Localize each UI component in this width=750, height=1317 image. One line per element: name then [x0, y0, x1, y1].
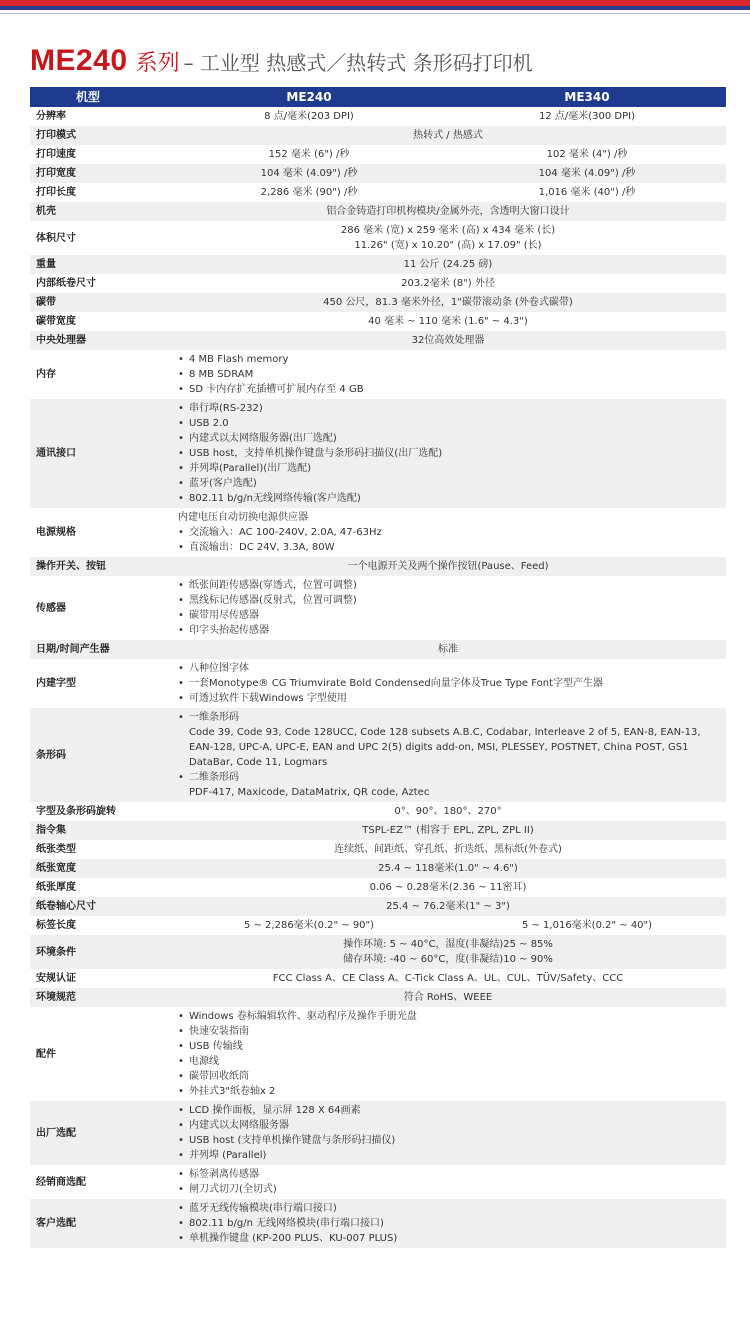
top-blue-stripe: [0, 6, 750, 10]
row-label: 碳带: [30, 293, 170, 312]
value-shared: 0.06 ~ 0.28毫米(2.36 ~ 11密耳): [170, 878, 726, 897]
row-factory-options: [30, 1101, 726, 1165]
value-me340: 1,016 毫米 (40") /秒: [448, 183, 726, 202]
barcode-2d-list: PDF-417, Maxicode, DataMatrix, QR code, Aztec: [189, 787, 430, 798]
header-model-label: 机型: [30, 87, 170, 107]
row-label: 打印速度: [30, 145, 170, 164]
value-me240: 8 点/毫米(203 DPI): [170, 107, 448, 126]
value-shared: [170, 221, 726, 255]
list-item: • 802.11 b/g/n 无线网络模块(串行端口接口): [178, 1216, 722, 1231]
value-shared: [170, 935, 726, 969]
row-label: 纸张厚度: [30, 878, 170, 897]
row-dimensions: [30, 221, 726, 255]
value-shared: [170, 399, 726, 508]
page-title: [30, 44, 533, 84]
list-item: • 印字头抬起传感器: [178, 623, 722, 638]
list-item: • USB 传输线: [178, 1039, 722, 1054]
value-shared: 符合 RoHS、WEEE: [170, 988, 726, 1007]
value-me340: 12 点/毫米(300 DPI): [448, 107, 726, 126]
row-label: 纸张类型: [30, 840, 170, 859]
row-media-type: [30, 840, 726, 859]
row-cpu: [30, 331, 726, 350]
row-commands: [30, 821, 726, 840]
value-shared: 11 公斤 (24.25 磅): [170, 255, 726, 274]
row-ribbon-width: [30, 312, 726, 331]
row-resolution: [30, 107, 726, 126]
list-item: • 纸张间距传感器(穿透式，位置可调整): [178, 578, 722, 593]
title-model: ME240: [30, 44, 128, 77]
row-label: 分辨率: [30, 107, 170, 126]
row-label: 经销商选配: [30, 1165, 170, 1199]
list-item: • SD 卡内存扩充插槽可扩展内存至 4 GB: [178, 382, 722, 397]
value-shared: 32位高效处理器: [170, 331, 726, 350]
list-item: • 4 MB Flash memory: [178, 352, 722, 367]
list-item: • 并列埠(Parallel)(出厂选配): [178, 461, 722, 476]
environment-storage: 储存环境: -40 ~ 60°C，度(非凝结)10 ~ 90%: [343, 954, 553, 965]
value-shared: [170, 508, 726, 557]
row-label: 打印长度: [30, 183, 170, 202]
environment-operating: 操作环境: 5 ~ 40°C，湿度(非凝结)25 ~ 85%: [343, 939, 553, 950]
row-label: 环境条件: [30, 935, 170, 969]
value-shared: 0°、90°、180°、270°: [170, 802, 726, 821]
value-shared: 标准: [170, 640, 726, 659]
value-shared: 热转式 / 热感式: [170, 126, 726, 145]
value-shared: 铝合金铸造打印机构模块/金属外壳，含透明大窗口设计: [170, 202, 726, 221]
dimensions-metric: 286 毫米 (宽) x 259 毫米 (高) x 434 毫米 (长): [340, 225, 556, 236]
row-print-width: [30, 164, 726, 183]
value-shared: 一个电源开关及两个操作按钮(Pause、Feed): [170, 557, 726, 576]
row-label: 环境规范: [30, 988, 170, 1007]
value-shared: 450 公尺，81.3 毫米外径，1"碳带滚动条 (外卷式碳带): [170, 293, 726, 312]
row-label: 碳带宽度: [30, 312, 170, 331]
row-label: 标签长度: [30, 916, 170, 935]
row-env-regulation: [30, 988, 726, 1007]
list-item: • 蓝牙无线传输模块(串行端口接口): [178, 1201, 722, 1216]
value-shared: [170, 1165, 726, 1199]
value-shared: [170, 659, 726, 708]
row-label: 内部纸卷尺寸: [30, 274, 170, 293]
row-label: 中央处理器: [30, 331, 170, 350]
title-series: 系列: [135, 51, 180, 76]
row-label-length: [30, 916, 726, 935]
row-print-mode: [30, 126, 726, 145]
row-label: 出厂选配: [30, 1101, 170, 1165]
row-label: 字型及条形码旋转: [30, 802, 170, 821]
list-item: • USB 2.0: [178, 416, 722, 431]
list-item: • LCD 操作面板，显示屏 128 X 64画素: [178, 1103, 722, 1118]
value-me340: 104 毫米 (4.09") /秒: [448, 164, 726, 183]
list-item: • 内建式以太网络服务器(出厂选配): [178, 431, 722, 446]
row-media-width: [30, 859, 726, 878]
row-accessories: [30, 1007, 726, 1101]
row-label: 客户选配: [30, 1199, 170, 1248]
row-label: 机壳: [30, 202, 170, 221]
list-item: • 快速安装指南: [178, 1024, 722, 1039]
value-shared: [170, 350, 726, 399]
value-shared: [170, 1101, 726, 1165]
list-item: • 蓝牙(客户选配): [178, 476, 722, 491]
list-item: • 碳带回收纸筒: [178, 1069, 722, 1084]
row-rotation: [30, 802, 726, 821]
row-label: 重量: [30, 255, 170, 274]
power-intro: 内建电压自动切换电源供应器: [178, 512, 308, 523]
list-item: • Windows 卷标编辑软件、驱动程序及操作手册光盘: [178, 1009, 722, 1024]
row-memory: [30, 350, 726, 399]
header-me240: ME240: [170, 87, 448, 107]
row-dealer-options: [30, 1165, 726, 1199]
value-shared: [170, 1199, 726, 1248]
row-label: 通讯接口: [30, 399, 170, 508]
row-barcodes: [30, 708, 726, 802]
list-item: • 闸刀式切刀(全切式): [178, 1182, 722, 1197]
list-item: • 八种位图字体: [178, 661, 722, 676]
list-item: • 黑线标记传感器(反射式，位置可调整): [178, 593, 722, 608]
list-item: • 直流输出：DC 24V, 3.3A, 80W: [178, 540, 722, 555]
row-interface: [30, 399, 726, 508]
list-item: • 一套Monotype® CG Triumvirate Bold Condensed向量字体及True Type Font字型产生器: [178, 676, 722, 691]
value-shared: TSPL-EZ™ (相容于 EPL, ZPL, ZPL II): [170, 821, 726, 840]
top-thin-stripe: [0, 13, 750, 14]
row-weight: [30, 255, 726, 274]
row-customer-options: [30, 1199, 726, 1248]
row-certifications: [30, 969, 726, 988]
value-me340: 102 毫米 (4") /秒: [448, 145, 726, 164]
list-item: • 外挂式3"纸卷轴x 2: [178, 1084, 722, 1099]
row-ribbon: [30, 293, 726, 312]
table-header-row: [30, 87, 726, 107]
row-label: 电源规格: [30, 508, 170, 557]
value-me240: 152 毫米 (6") /秒: [170, 145, 448, 164]
row-media-thickness: [30, 878, 726, 897]
value-shared: [170, 1007, 726, 1101]
title-description: – 工业型 热感式／热转式 条形码打印机: [183, 51, 533, 75]
value-shared: 203.2毫米 (8") 外径: [170, 274, 726, 293]
row-label: 纸卷轴心尺寸: [30, 897, 170, 916]
list-item: • 单机操作键盘 (KP-200 PLUS、KU-007 PLUS): [178, 1231, 722, 1246]
row-environment: [30, 935, 726, 969]
value-me340: 5 ~ 1,016毫米(0.2" ~ 40"): [448, 916, 726, 935]
row-roll-size: [30, 274, 726, 293]
row-label: 日期/时间产生器: [30, 640, 170, 659]
list-item: • 串行埠(RS-232): [178, 401, 722, 416]
barcode-1d-list: Code 39, Code 93, Code 128UCC, Code 128 subsets A.B.C, Codabar, Interleave 2 of 5, EAN-8, EAN-13, EAN-128, UPC-A, UPC-E, EAN and UPC 2(5) digits add-on, MSI, PLESSEY, POSTNET, China POST, GS1 DataBar, Code 11, Logmars: [189, 727, 701, 768]
list-item: • 电源线: [178, 1054, 722, 1069]
list-item: • 内建式以太网络服务器: [178, 1118, 722, 1133]
value-shared: 25.4 ~ 118毫米(1.0" ~ 4.6"): [170, 859, 726, 878]
row-label: 安规认证: [30, 969, 170, 988]
row-fonts: [30, 659, 726, 708]
value-me240: 5 ~ 2,286毫米(0.2" ~ 90"): [170, 916, 448, 935]
row-label: 体积尺寸: [30, 221, 170, 255]
list-item: • 8 MB SDRAM: [178, 367, 722, 382]
list-item: • 碳带用尽传感器: [178, 608, 722, 623]
value-shared: [170, 708, 726, 802]
row-power: [30, 508, 726, 557]
row-core-size: [30, 897, 726, 916]
row-sensors: [30, 576, 726, 640]
row-label: 打印宽度: [30, 164, 170, 183]
list-item: • 二维条形码: [178, 770, 722, 785]
row-label: 打印模式: [30, 126, 170, 145]
value-shared: 连续纸、间距纸、穿孔纸、折迭纸、黑标纸(外卷式): [170, 840, 726, 859]
value-shared: 40 毫米 ~ 110 毫米 (1.6" ~ 4.3"): [170, 312, 726, 331]
list-item: • 标签剥离传感器: [178, 1167, 722, 1182]
row-buttons: [30, 557, 726, 576]
value-shared: [170, 576, 726, 640]
row-label: 操作开关、按钮: [30, 557, 170, 576]
row-label: 内建字型: [30, 659, 170, 708]
spec-table: [30, 87, 726, 1248]
row-print-speed: [30, 145, 726, 164]
row-print-length: [30, 183, 726, 202]
row-label: 配件: [30, 1007, 170, 1101]
row-case: [30, 202, 726, 221]
row-rtc: [30, 640, 726, 659]
row-label: 传感器: [30, 576, 170, 640]
row-label: 指令集: [30, 821, 170, 840]
value-me240: 104 毫米 (4.09") /秒: [170, 164, 448, 183]
list-item: • USB host (支持单机操作键盘与条形码扫描仪): [178, 1133, 722, 1148]
list-item: • USB host，支持单机操作键盘与条形码扫描仪(出厂选配): [178, 446, 722, 461]
value-shared: 25.4 ~ 76.2毫米(1" ~ 3"): [170, 897, 726, 916]
dimensions-imperial: 11.26" (宽) x 10.20" (高) x 17.09" (长): [354, 240, 542, 251]
row-label: 纸张宽度: [30, 859, 170, 878]
list-item: • 一维条形码: [178, 710, 722, 725]
value-me240: 2,286 毫米 (90") /秒: [170, 183, 448, 202]
list-item: • 可透过软件下载Windows 字型使用: [178, 691, 722, 706]
row-label: 内存: [30, 350, 170, 399]
row-label: 条形码: [30, 708, 170, 802]
list-item: • 交流输入：AC 100-240V, 2.0A, 47-63Hz: [178, 525, 722, 540]
header-me340: ME340: [448, 87, 726, 107]
list-item: • 802.11 b/g/n无线网络传输(客户选配): [178, 491, 722, 506]
value-shared: FCC Class A、CE Class A、C-Tick Class A、UL、CUL、TÜV/Safety、CCC: [170, 969, 726, 988]
list-item: • 并列埠 (Parallel): [178, 1148, 722, 1163]
